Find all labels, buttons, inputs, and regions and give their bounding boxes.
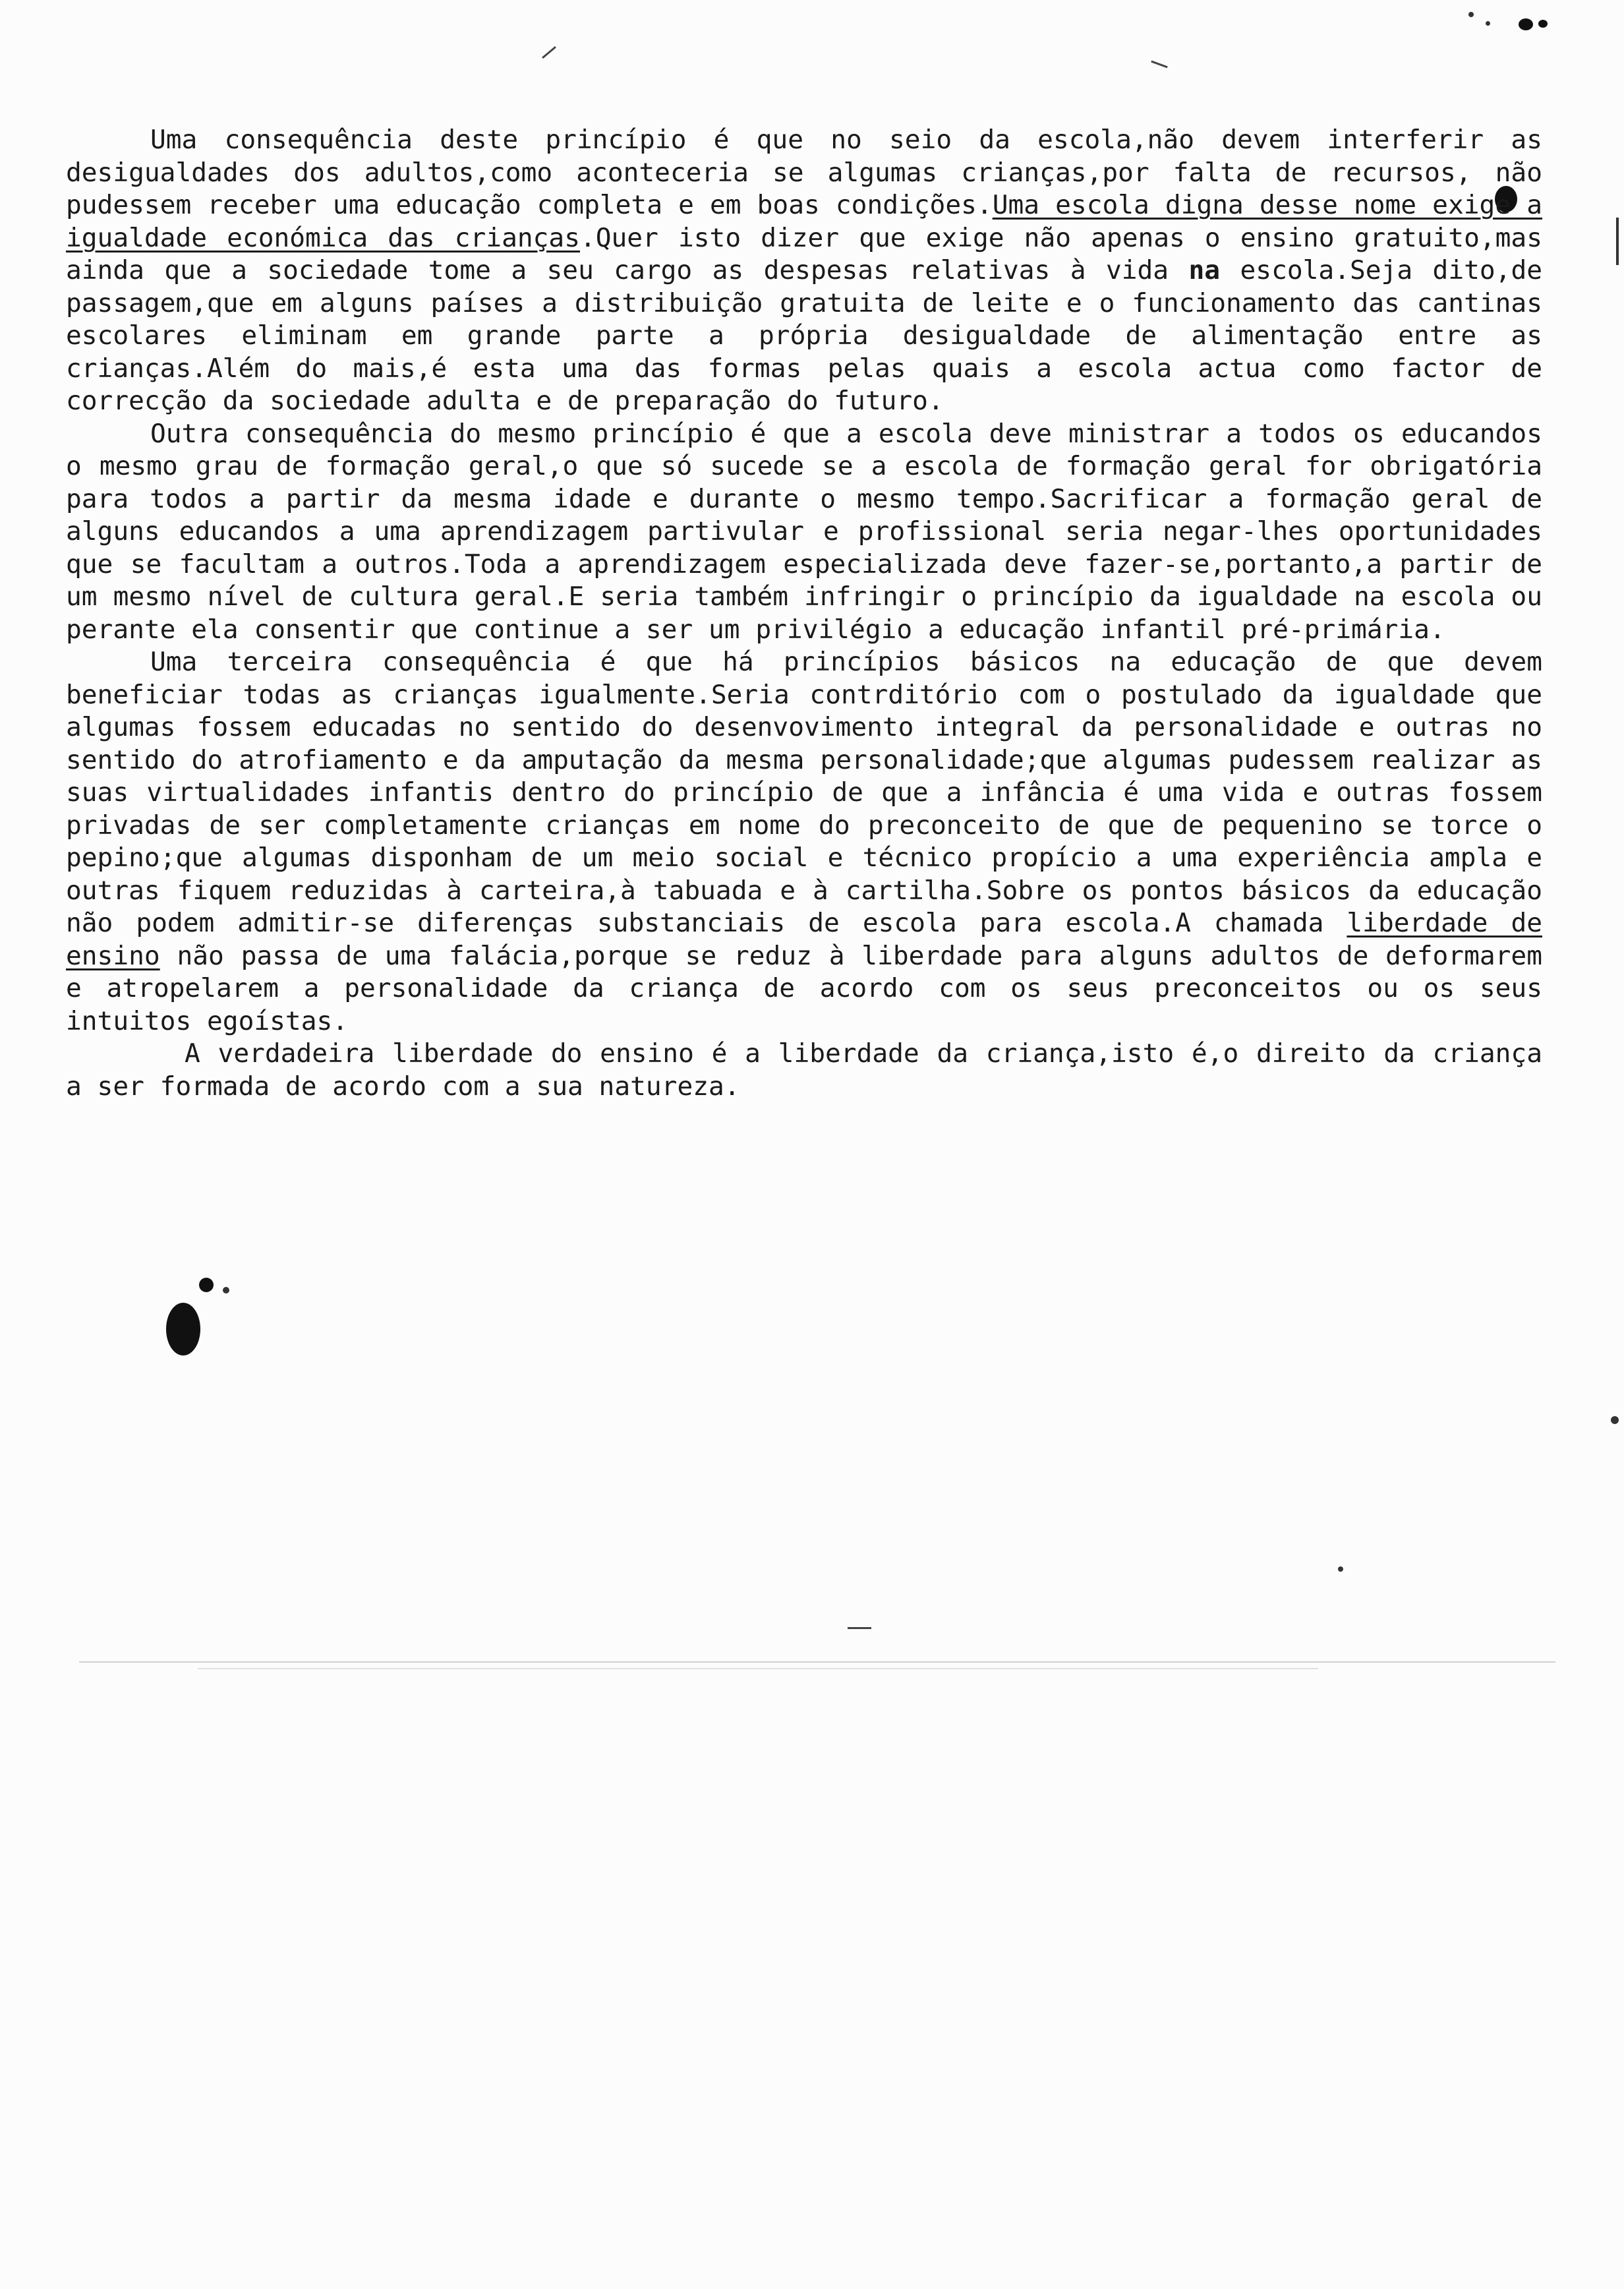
paragraph-1-text-a: Uma consequência deste princípio é que no seio da escola,não devem interferir as desigualdades dos adultos,como aconteceria se algumas crianças,por falta de recursos, não pudessem receber uma educação completa e em boas condições. — [66, 125, 1542, 220]
paragraph-4-text: A verdadeira liberdade do ensino é a liberdade da criança,isto é,o direito da criança a ser formada de acordo com a sua natureza. — [66, 1038, 1542, 1102]
ink-blot-lower-left — [166, 1303, 200, 1355]
paragraph-1-bold-word: na — [1188, 255, 1221, 285]
paragraph-2-text: Outra consequência do mesmo princípio é que a escola deve ministrar a todos os educandos o mesmo grau de formação geral,o que só sucede se a escola de formação geral for obrigatória para todos a partir da mesma idade e durante o mesmo tempo.Sacrificar a formação geral de alguns educandos a uma aprendizagem partivular e profissional seria negar-lhes oportunidades que se facultam a outros.Toda a aprendizagem especializada deve fazer-se,portanto,a partir de um mesmo nível de cultura geral.E seria também infringir o princípio da igualdade na escola ou perante ela consentir que continue a ser um privilégio a educação infantil pré-primária. — [66, 418, 1542, 645]
underlined-phrase-liberdade-ensino: liberdade de ensino — [66, 908, 1543, 971]
paragraph-1 — [66, 124, 1542, 418]
ink-speck-right — [1611, 1416, 1619, 1424]
paragraph-3 — [66, 646, 1542, 1038]
paragraph-3-text-b: não passa de uma falácia,porque se reduz à liberdade para alguns adultos de deformarem e atropelarem a personalidade da criança de acordo com os seus preconceitos ou os seus intuitos egoístas. — [66, 940, 1542, 1036]
ink-blot-top-right-2 — [1538, 20, 1548, 28]
paragraph-3-text-a: Uma terceira consequência é que há princípios básicos na educação de que devem beneficiar todas as crianças igualmente.Seria contrditório com o postulado da igualdade que algumas fossem educadas no sentido do desenvovimento integral da personalidade e outras no sentido do atrofiamento e da amputação da mesma personalidade;que algumas pudessem realizar as suas virtualidades infantis dentro do princípio de que a infância é uma vida e outras fossem privadas de ser completamente crianças em nome do preconceito de que de pequenino se torce o pepino;que algumas disponham de um meio social e técnico propício a uma experiência ampla e outras fiquem reduzidas à carteira,à tabuada e à cartilha.Sobre os pontos básicos da educação não podem admitir-se diferenças substanciais de escola para escola.A chamada — [66, 647, 1542, 938]
stray-mark-mid — [848, 1627, 871, 1629]
stray-mark-top-2 — [1151, 61, 1167, 69]
paragraph-4 — [66, 1038, 1542, 1103]
ink-blot-lower-left-2 — [199, 1278, 214, 1292]
scan-noise-line — [79, 1661, 1555, 1663]
ink-speck-top-right-2 — [1486, 21, 1490, 26]
ink-speck-lower-left — [223, 1287, 229, 1293]
stray-mark-top — [542, 46, 556, 59]
ink-speck-mid — [1338, 1566, 1343, 1572]
paragraph-2 — [66, 418, 1542, 647]
margin-mark — [1616, 218, 1619, 265]
paragraph-1-text-c: escola.Seja dito,de passagem,que em alguns países a distribuição gratuita de leite e o funcionamento das cantinas escolares eliminam em grande parte a própria desigualdade de alimentação entre as crianças.Além do mais,é esta uma das formas pelas quais a escola actua como factor de correcção da sociedade adulta e de preparação do futuro. — [66, 255, 1543, 416]
paragraph-1-text-b: .Quer isto dizer que exige não apenas o ensino gratuito,mas ainda que a sociedade tome a seu cargo as despesas relativas à vida — [66, 222, 1542, 285]
typed-document-body — [66, 124, 1542, 1103]
ink-speck-top-right — [1468, 12, 1474, 17]
ink-blot-top-right — [1519, 18, 1533, 30]
underlined-phrase-igualdade-economica: Uma escola digna desse nome exige a igualdade económica das crianças — [66, 190, 1542, 253]
scan-noise-line-2 — [198, 1668, 1318, 1669]
